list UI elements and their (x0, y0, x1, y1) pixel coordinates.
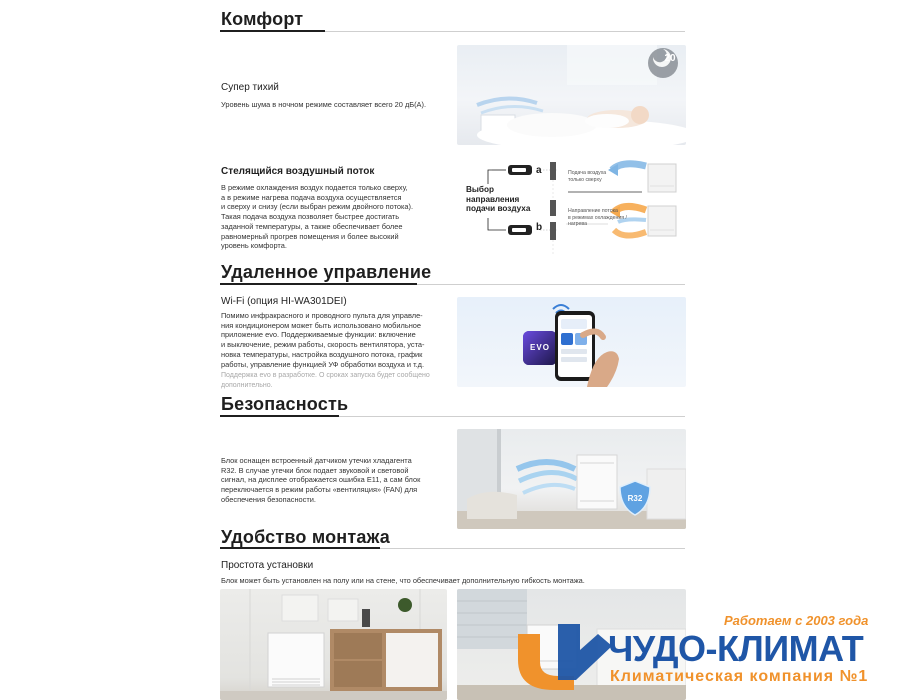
airflow-line: и сверху и снизу (если выбран режим двойного потока). (221, 202, 414, 212)
airflow-line: уровень комфорта. (221, 241, 287, 251)
divider (417, 284, 685, 285)
watermark-brand: ЧУДО-КЛИМАТ (608, 628, 864, 669)
airflow-line: равномерный прогрев помещения и более высокий (221, 231, 399, 241)
r32-badge: R32 (627, 494, 643, 503)
wifi-line: новка температуры, настройка воздушного потока, график (221, 349, 423, 359)
airflow-line: Такая подача воздуха позволяет быстрее достигать (221, 212, 400, 222)
super-quiet-text: Уровень шума в ночном режиме составляет всего 20 дБ(А). (221, 100, 427, 109)
safety-text (221, 456, 455, 505)
bottom-airflow-note (568, 208, 627, 228)
safety-line: обеспечения безопасности. (221, 494, 316, 504)
floor-installation-image (220, 589, 447, 700)
note-line: Поддержка evo в разработке. О сроках запуска будет сообщено (221, 372, 430, 379)
brand-logo-icon (514, 620, 614, 692)
mode-b-label: b (536, 222, 543, 233)
safety-line: R32. В случае утечки блок подает звуковой и световой (221, 465, 409, 475)
note-line: дополнительно. (221, 381, 273, 389)
section-title-comfort: Комфорт (221, 9, 304, 29)
note-line: в режимах охлаждения / (568, 214, 627, 221)
airflow-choice-label (466, 185, 530, 214)
wifi-line: приложение evo. Поддерживаемые функции: включение (221, 330, 416, 340)
safety-line: сигнал, на дисплее отображается ошибка E11, а сам блок (221, 475, 421, 485)
evo-note (221, 371, 457, 390)
airflow-line: В режиме охлаждения воздух подается только сверху, (221, 183, 408, 192)
sleeping-baby-image (457, 45, 686, 145)
divider (339, 416, 685, 417)
section-title-remote: Удаленное управление (221, 262, 432, 282)
watermark-tagline: Климатическая компания №1 (610, 668, 869, 685)
airflow-text (221, 183, 457, 251)
airflow-line: а в режиме нагрева подача воздуха осуществляется (221, 192, 402, 202)
safety-line: Блок оснащен встроенный датчиком утечки хладагента (221, 456, 412, 465)
wifi-line: работы, управление функцией УФ обработки воздуха и т.д. (221, 359, 425, 369)
section-title-safety: Безопасность (221, 394, 349, 414)
divider (325, 31, 685, 32)
refrigerant-leak-image (457, 429, 686, 529)
title-underline (220, 30, 325, 32)
top-airflow-note (568, 170, 606, 183)
airflow-diagram (462, 156, 686, 256)
wifi-line: Помимо инфракрасного и проводного пульта для управле- (221, 311, 423, 320)
wifi-text (221, 311, 457, 369)
choice-label-line: подачи воздуха (466, 204, 531, 214)
airflow-title: Стелящийся воздушный поток (221, 166, 375, 177)
mounting-subtitle: Простота установки (221, 560, 314, 571)
title-underline (220, 547, 380, 549)
airflow-line: заданной температуры, а также обеспечивает более (221, 221, 403, 231)
bedroom-illustration (457, 45, 686, 145)
super-quiet-title: Супер тихий (221, 82, 279, 93)
wifi-title: Wi-Fi (опция HI-WA301DEI) (221, 296, 347, 307)
watermark-slogan: Работаем с 2003 года (724, 613, 869, 628)
choice-label-line: направления (466, 194, 520, 204)
phone-illustration (457, 297, 686, 387)
mounting-text: Блок может быть установлен на полу или на стене, что обеспечивает дополнительную гибкость монтажа. (221, 576, 585, 585)
wifi-line: ния кондиционером может быть использовано мобильное (221, 320, 421, 330)
title-underline (220, 283, 417, 285)
floor-room-illustration (220, 589, 447, 700)
choice-label-line: Выбор (466, 185, 494, 194)
note-line: Направление потока (568, 208, 618, 214)
note-line: Подача воздуха (568, 170, 607, 176)
wifi-line: и выключение, режим работы, скорость вентилятора, уста- (221, 340, 425, 350)
safety-line: переключается в режим работы «вентиляция» (FAN) для (221, 485, 418, 495)
evo-app-image (457, 297, 686, 387)
divider (380, 548, 685, 549)
room-illustration (457, 429, 686, 529)
mode-a-label: a (536, 165, 542, 176)
note-line: нагрева (568, 221, 587, 227)
evo-app-icon: EVO (530, 343, 550, 352)
title-underline (220, 415, 339, 417)
note-line: только сверху (568, 176, 602, 183)
section-title-mounting: Удобство монтажа (221, 527, 390, 547)
night-mode-badge: 20 (664, 53, 676, 64)
